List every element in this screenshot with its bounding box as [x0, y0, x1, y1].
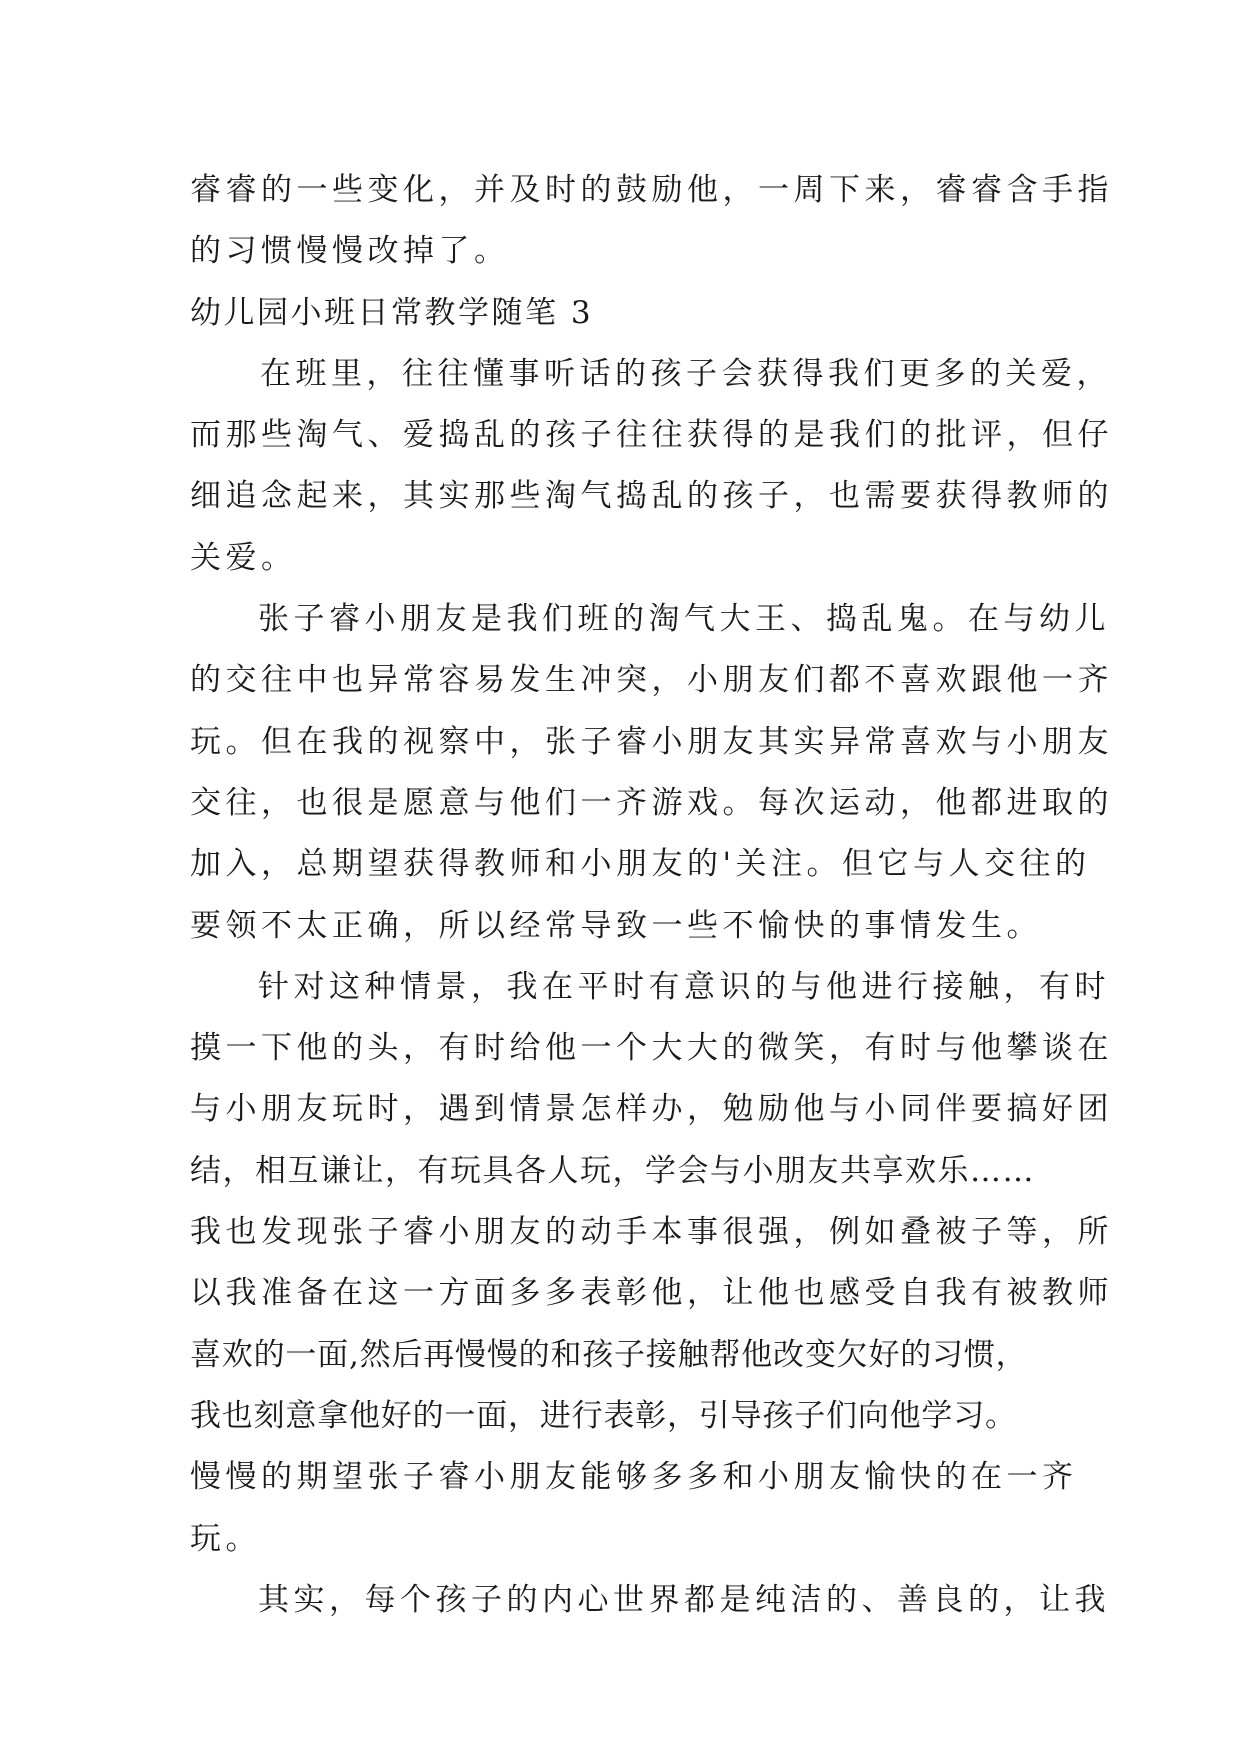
text-line: 玩。 — [190, 1520, 261, 1557]
text-line: 的习惯慢慢改掉了。 — [190, 233, 510, 270]
text-line: 摸一下他的头，有时给他一个大大的微笑，有时与他攀谈在 — [190, 1030, 1113, 1067]
text-line: 关爱。 — [190, 539, 297, 576]
text-line: 的交往中也异常容易发生冲突，小朋友们都不喜欢跟他一齐 — [190, 662, 1113, 699]
text-line: 加入，总期望获得教师和小朋友的'关注。但它与人交往的 — [190, 846, 1091, 883]
text-line: 睿睿的一些变化，并及时的鼓励他，一周下来，睿睿含手指 — [190, 172, 1113, 208]
document-body — [190, 160, 1113, 1631]
text-line: 要领不太正确，所以经常导致一些不愉快的事情发生。 — [190, 907, 1042, 944]
paragraph-first-line: 张子睿小朋友是我们班的淘气大王、捣乱鬼。在与幼儿 — [258, 601, 1110, 638]
text-line: 而那些淘气、爱捣乱的孩子往往获得的是我们的批评，但仔 — [190, 417, 1113, 454]
text-line: 玩。但在我的视察中，张子睿小朋友其实异常喜欢与小朋友 — [190, 723, 1113, 760]
paragraph-first-line: 在班里，往往懂事听话的孩子会获得我们更多的关爱， — [260, 355, 1112, 392]
text-line: 慢慢的期望张子睿小朋友能够多多和小朋友愉快的在一齐 — [190, 1459, 1078, 1496]
text-line: 细追念起来，其实那些淘气捣乱的孩子，也需要获得教师的 — [190, 478, 1113, 515]
text-line: 结，相互谦让，有玩具各人玩，学会与小朋友共享欢乐…… — [190, 1152, 1035, 1189]
text-line: 以我准备在这一方面多多表彰他，让他也感受自我有被教师 — [190, 1275, 1113, 1312]
text-line: 喜欢的一面,然后再慢慢的和孩子接触帮他改变欠好的习惯， — [190, 1336, 1028, 1373]
section-heading: 幼儿园小班日常教学随笔 3 — [190, 294, 594, 331]
text-line: 交往，也很是愿意与他们一齐游戏。每次运动，他都进取的 — [190, 784, 1113, 821]
paragraph-first-line: 针对这种情景，我在平时有意识的与他进行接触，有时 — [258, 968, 1110, 1005]
text-line: 我也发现张子睿小朋友的动手本事很强，例如叠被子等，所 — [190, 1214, 1113, 1251]
text-line: 与小朋友玩时，遇到情景怎样办，勉励他与小同伴要搞好团 — [190, 1091, 1113, 1128]
paragraph-first-line: 其实，每个孩子的内心世界都是纯洁的、善良的，让我 — [258, 1581, 1110, 1618]
text-line: 我也刻意拿他好的一面，进行表彰，引导孩子们向他学习。 — [190, 1397, 1017, 1434]
